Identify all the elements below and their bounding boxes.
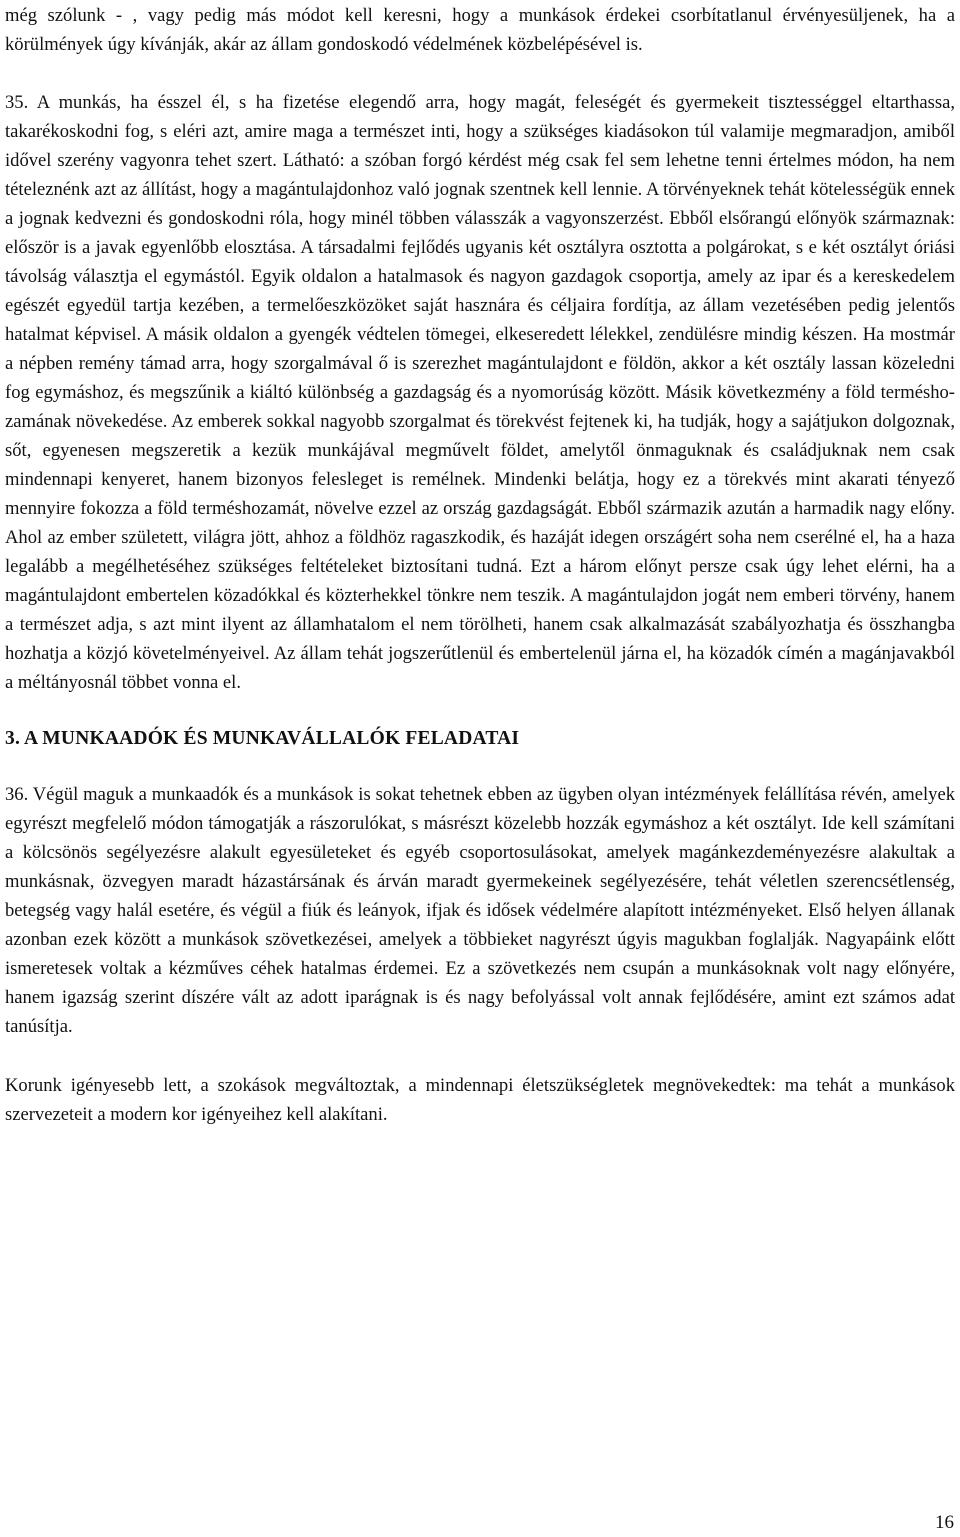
section-heading: 3. A MUNKAADÓK ÉS MUNKAVÁLLALÓK FELADATAI bbox=[5, 728, 520, 749]
paragraph-35: 35. A munkás, ha ésszel él, s ha fizetése elegendő arra, hogy magát, feleségét és gyermekeit tisztességgel eltarthassa, takarékoskodni fog, s eléri azt, amire maga a természet inti, hogy a szükséges kiadásokon túl valamije megmaradjon, amiből idővel szerény vagyonra tehet szert. Látható: a szóban forgó kérdést még csak fel sem lehetne tenni értelmes módon, ha nem tételeznénk azt az állítást, hogy a magántulajdonhoz való jognak szentnek kell lennie. A törvényeknek tehát kötelességük ennek a jognak kedvezni és gondoskodni róla, hogy minél többen válasszák a vagyonszerzést. Ebből elsőrangú előnyök származnak: először is a javak egyenlőbb elosztása. A társadalmi fejlődés ugyanis két osztályra osztotta a polgárokat, s e két osztályt óriási távolság választja el egymástól. Egyik oldalon a hatalmasok és nagyon gazdagok csoportja, amely az ipar és a kereskedelem egészét egyedül tartja kezében, a termelőeszközöket saját hasznára és céljaira fordítja, az állam vezetésében pedig jelentős hatalmat képvisel. A másik oldalon a gyengék védtelen tömegei, elkeseredett lélekkel, zendülésre mindig készen. Ha mostmár a népben remény támad arra, hogy szorgalmával ő is szerezhet magántulajdont e földön, akkor a két osztály lassan közeledni fog egymáshoz, és megszűnik a kiáltó különbség a gazdagság és a nyomorúság között. Másik következmény a föld terméshozamának növekedése. Az emberek sokkal nagyobb szorgalmat és törekvést fejtenek ki, ha tudják, hogy a sajátjukon dolgoznak, sőt, egyenesen megszeretik a kezük munkájával megművelt földet, amelytől önmaguknak és családjuknak nem csak mindennapi kenyeret, hanem bizonyos felesleget is remélnek. Mindenki belátja, hogy ez a törekvés mint akarati tényező mennyire fokozza a föld terméshozamát, növelve ezzel az ország gazdagságát. Ebből származik azután a harmadik nagy előny. Ahol az ember született, világra jött, ahhoz a földhöz ragaszkodik, és hazáját idegen országért soha nem cserélné el, ha a haza legalább a megélhetéséhez szükséges feltételeket biztosítani tudná. Ezt a három előnyt persze csak úgy lehet elérni, ha a magántulajdont embertelen közadókkal és közterhekkel tönkre nem teszik. A magántulajdon jogát nem emberi törvény, hanem a természet adja, s azt mint ilyent az államhatalom el nem törölheti, hanem csak alkalmazását szabályozhatja és összhangba hozhatja a közjó követelményeivel. Az állam tehát jogszerűtlenül és embertelenül járna el, ha közadók címén a magánjavakból a méltányosnál többet vonna el. bbox=[5, 92, 955, 693]
paragraph-36: 36. Végül maguk a munkaadók és a munkások is sokat tehetnek ebben az ügyben olyan intézmények felállítása révén, amelyek egyrészt megfelelő módon támogatják a rászorulókat, s másrészt közelebb hozzák egymáshoz a két osztályt. Ide kell számítani a kölcsönös segélyezésre alakult egyesületeket és egyéb csoportosulásokat, amelyek magánkezdeményezésre alakultak a munkásnak, özvegyen maradt házastársának és árván maradt gyermekeinek segélyezésére, tehát véletlen szerencsétlenség, betegség vagy halál esetére, és végül a fiúk és leányok, ifjak és idősek védelmére alapított intézményeket. Első helyen állanak azonban ezek között a munkások szövetkezései, amelyek a többieket nagyrészt úgyis magukban foglalják. Nagyapáink előtt ismeretesek voltak a kézműves céhek hatalmas érdemei. Ez a szövetkezés nem csupán a munkásoknak volt nagy előnyére, hanem igazság szerint díszére vált az adott iparágnak is és nagy befolyással volt annak fejlődésére, amint ezt számos adat tanúsítja. bbox=[5, 784, 955, 1037]
paragraph-continuation: még szólunk - , vagy pedig más módot kell keresni, hogy a munkások érdekei csorbítatlanul érvényesüljenek, ha a körülmények úgy kívánják, akár az állam gondoskodó védelmének közbelépésével is. bbox=[5, 5, 955, 55]
document-page bbox=[5, 0, 955, 1129]
paragraph-last: Korunk igényesebb lett, a szokások megváltoztak, a mindennapi életszükségletek megnövekedtek: ma tehát a munkások szervezeteit a modern kor igényeihez kell alakítani. bbox=[5, 1075, 955, 1125]
page-number: 16 bbox=[935, 1512, 954, 1533]
